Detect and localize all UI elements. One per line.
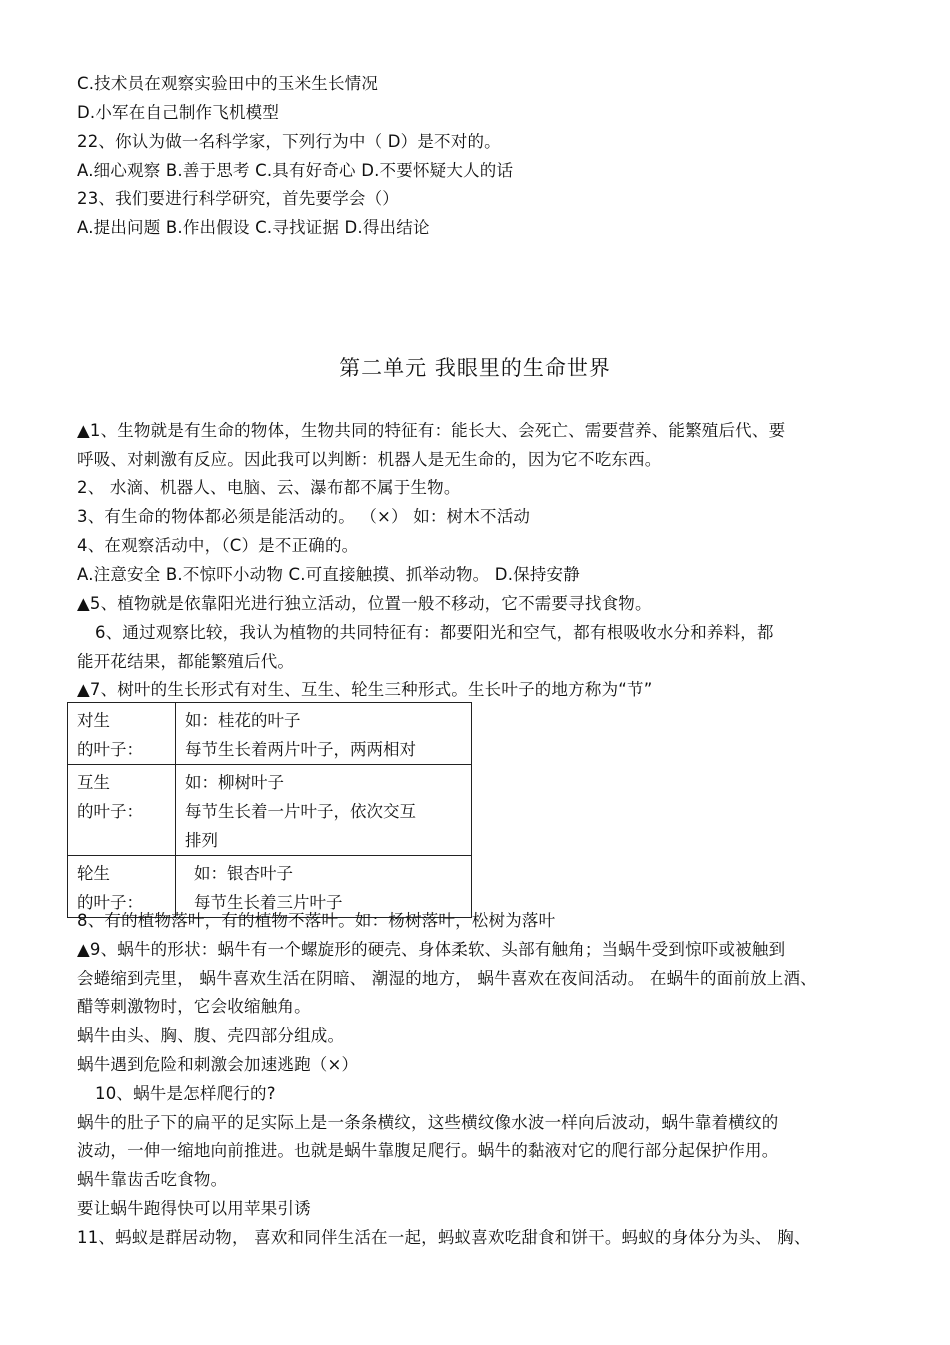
leaf-type: 轮生 <box>77 864 110 883</box>
leaf-desc: 如：柳树叶子 <box>185 773 284 792</box>
question-10: 10、蜗牛是怎样爬行的? <box>95 1084 276 1103</box>
leaf-type: 对生 <box>77 711 110 730</box>
text-line: 4、在观察活动中，（C）是不正确的。 <box>77 536 359 555</box>
text-line: 8、有的植物落叶，有的植物不落叶。如：杨树落叶，松树为落叶 <box>77 911 556 930</box>
leaf-desc: 如：桂花的叶子 <box>185 711 301 730</box>
leaf-desc: 每节生长着三片叶子 <box>194 893 343 912</box>
leaf-desc: 每节生长着两片叶子，两两相对 <box>185 740 416 759</box>
table-row <box>68 856 472 918</box>
leaf-desc: 排列 <box>185 831 218 850</box>
leaf-type: 的叶子： <box>77 740 143 759</box>
text-line: 蜗牛遇到危险和刺激会加速逃跑（×） <box>77 1055 359 1074</box>
leaf-arrangement-table <box>67 702 472 918</box>
table-cell <box>68 856 176 918</box>
text-line: 能开花结果，都能繁殖后代。 <box>77 652 295 671</box>
table-cell <box>176 703 472 765</box>
text-line: 6、通过观察比较，我认为植物的共同特征有：都要阳光和空气，都有根吸收水分和养料，都 <box>95 623 774 642</box>
question-22-options: A.细心观察 B.善于思考 C.具有好奇心 D.不要怀疑大人的话 <box>77 161 514 180</box>
text-line: 蜗牛的肚子下的扁平的足实际上是一条条横纹，这些横纹像水波一样向后波动，蜗牛靠着横纹的 <box>77 1113 779 1132</box>
table-row <box>68 703 472 765</box>
text-line: 2、 水滴、机器人、电脑、云、瀑布都不属于生物。 <box>77 478 461 497</box>
text-line: ▲1、生物就是有生命的物体，生物共同的特征有：能长大、会死亡、需要营养、能繁殖后代、要 <box>77 421 786 440</box>
leaf-type: 的叶子： <box>77 893 143 912</box>
text-line: ▲5、植物就是依靠阳光进行独立活动，位置一般不移动，它不需要寻找食物。 <box>77 594 652 613</box>
table-row <box>68 765 472 856</box>
text-line: 蜗牛由头、胸、腹、壳四部分组成。 <box>77 1026 345 1045</box>
table-cell <box>176 765 472 856</box>
text-line: 波动，一伸一缩地向前推进。也就是蜗牛靠腹足爬行。蜗牛的黏液对它的爬行部分起保护作用。 <box>77 1141 779 1160</box>
text-line: 3、有生命的物体都必须是能活动的。 （×） 如：树木不活动 <box>77 507 531 526</box>
question-23: 23、我们要进行科学研究，首先要学会（） <box>77 189 399 208</box>
table-cell <box>68 765 176 856</box>
text-line: A.注意安全 B.不惊吓小动物 C.可直接触摸、抓举动物。 D.保持安静 <box>77 565 580 584</box>
text-line: C.技术员在观察实验田中的玉米生长情况 <box>77 74 379 93</box>
text-line: 醋等刺激物时，它会收缩触角。 <box>77 997 311 1016</box>
section-title: 第二单元 我眼里的生命世界 <box>339 356 611 380</box>
table-cell <box>176 856 472 918</box>
text-line: ▲7、树叶的生长形式有对生、互生、轮生三种形式。生长叶子的地方称为“节” <box>77 680 653 699</box>
text-line: ▲9、蜗牛的形状：蜗牛有一个螺旋形的硬壳、身体柔软、头部有触角；当蜗牛受到惊吓或被触到 <box>77 940 786 959</box>
leaf-type: 互生 <box>77 773 110 792</box>
text-line: 要让蜗牛跑得快可以用苹果引诱 <box>77 1199 311 1218</box>
leaf-desc: 如：银杏叶子 <box>194 864 293 883</box>
table-cell <box>68 703 176 765</box>
text-line: 会蜷缩到壳里， 蜗牛喜欢生活在阴暗、 潮湿的地方， 蜗牛喜欢在夜间活动。 在蜗牛的面前放上酒、 <box>77 969 817 988</box>
question-22: 22、你认为做一名科学家，下列行为中（ D）是不对的。 <box>77 132 501 151</box>
text-line: D.小军在自己制作飞机模型 <box>77 103 280 122</box>
question-23-options: A.提出问题 B.作出假设 C.寻找证据 D.得出结论 <box>77 218 430 237</box>
leaf-type: 的叶子： <box>77 802 143 821</box>
text-line: 蜗牛靠齿舌吃食物。 <box>77 1170 228 1189</box>
leaf-desc: 每节生长着一片叶子，依次交互 <box>185 802 416 821</box>
text-line: 呼吸、对刺激有反应。因此我可以判断：机器人是无生命的，因为它不吃东西。 <box>77 450 662 469</box>
text-line: 11、蚂蚁是群居动物， 喜欢和同伴生活在一起，蚂蚁喜欢吃甜食和饼干。蚂蚁的身体分为头、 胸、 <box>77 1228 811 1247</box>
